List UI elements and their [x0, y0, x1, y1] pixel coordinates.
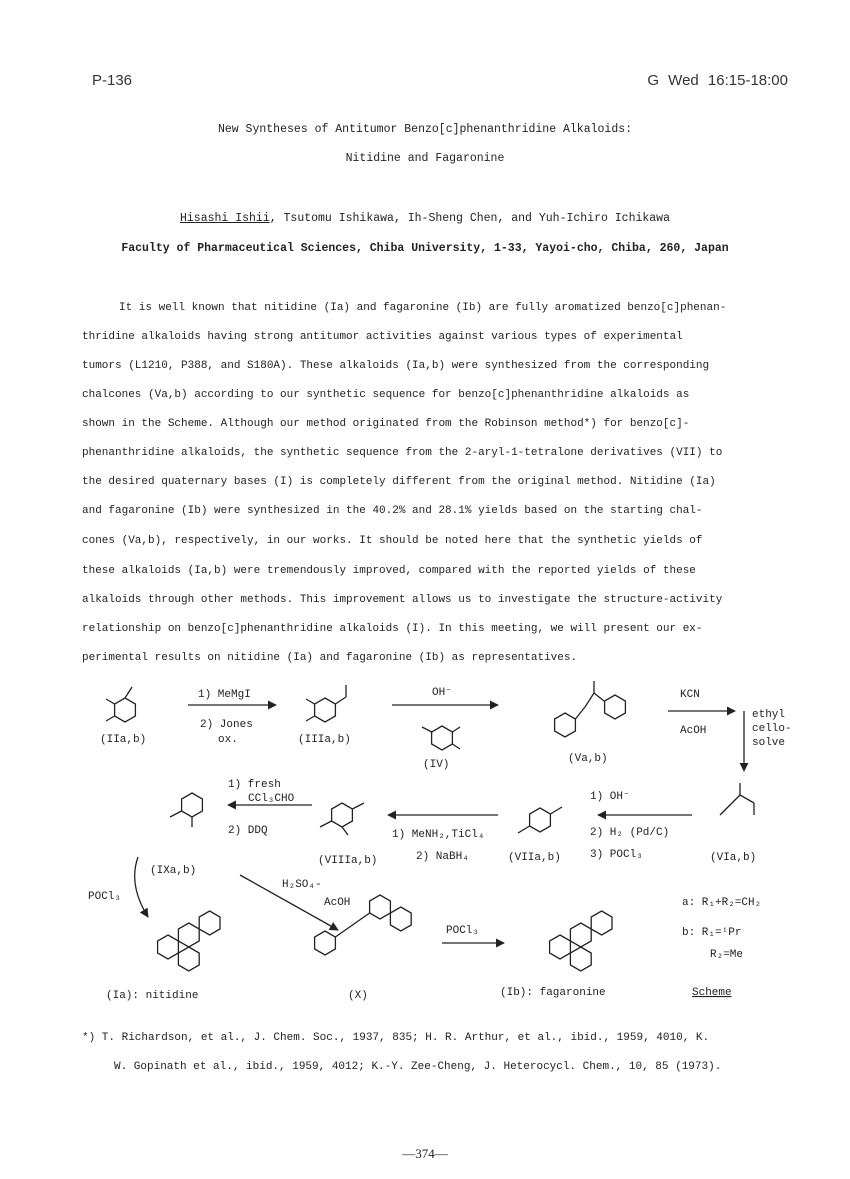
compound-IV-structure: [422, 726, 460, 750]
reagent-step-5c: 3) POCl₃: [590, 849, 643, 861]
reagent-step-9b: AcOH: [324, 897, 351, 909]
compound-Ib-structure: [550, 911, 612, 971]
reagent-step-1b: 2) Jones: [200, 719, 253, 731]
arrow-step-8: [135, 857, 148, 917]
body-line: these alkaloids (Ia,b) were tremendously improved, compared with the reported yields of these: [82, 565, 696, 577]
reagent-step-5a: 1) OH⁻: [590, 791, 630, 803]
compound-Vab-structure: [555, 681, 626, 737]
compound-Vab-label: (Va,b): [568, 753, 608, 765]
body-line: shown in the Scheme. Although our method originated from the Robinson method*) for benzo[c]-: [82, 418, 690, 430]
body-line: the desired quaternary bases (I) is completely different from the original method. Nitidine (Ia): [82, 476, 716, 488]
reagent-step-7a: 1) fresh: [228, 779, 281, 791]
reagent-step-9a: H₂SO₄-: [282, 879, 322, 891]
reagent-step-4b: cello-: [752, 723, 792, 735]
co-authors: , Tsutomu Ishikawa, Ih-Sheng Chen, and Yuh-Ichiro Ichikawa: [269, 212, 670, 225]
reagent-step-10: POCl₃: [446, 925, 480, 937]
reagent-step-7c: 2) DDQ: [228, 825, 268, 837]
reagent-step-6a: 1) MeNH₂,TiCl₄: [392, 829, 485, 841]
abstract-code: P-136: [92, 72, 133, 89]
reagent-step-7b: CCl₃CHO: [248, 793, 295, 805]
compound-VIIab-structure: [518, 807, 562, 833]
page-number: —374—: [402, 1146, 448, 1161]
title-line-2: Nitidine and Fagaronine: [345, 152, 505, 165]
compound-Ib-label: (Ib): fagaronine: [500, 987, 606, 999]
substituent-legend-b2: R₂=Me: [710, 949, 744, 961]
compound-IIIab-label: (IIIa,b): [298, 734, 351, 746]
body-line: phenanthridine alkaloids, the synthetic sequence from the 2-aryl-1-tetralone derivatives (VII) to: [82, 447, 723, 459]
compound-VIIIab-label: (VIIIa,b): [318, 855, 378, 867]
compound-IXab-structure: [170, 793, 202, 827]
body-line: relationship on benzo[c]phenanthridine alkaloids (I). In this meeting, we will present our ex-: [82, 623, 703, 635]
compound-IIab-structure: [106, 687, 135, 722]
reagent-step-3b: AcOH: [680, 725, 707, 737]
session-time: G Wed 16:15-18:00: [647, 72, 788, 89]
reagent-step-6b: 2) NaBH₄: [416, 851, 469, 863]
author-list: [0, 212, 850, 225]
substituent-legend-a: a: R₁+R₂=CH₂: [682, 897, 762, 909]
presenting-author: Hisashi Ishii: [180, 212, 270, 225]
reagent-step-3a: KCN: [680, 689, 700, 701]
compound-Ia-structure: [158, 911, 220, 971]
body-line: perimental results on nitidine (Ia) and fagaronine (Ib) as representatives.: [82, 652, 578, 664]
footnote-line-1: *) T. Richardson, et al., J. Chem. Soc., 1937, 835; H. R. Arthur, et al., ibid., 1959, 4010, K.: [82, 1032, 710, 1044]
compound-IXab-label: (IXa,b): [150, 865, 197, 877]
body-line: alkaloids through other methods. This improvement allows us to investigate the structure-activity: [82, 594, 723, 606]
reagent-step-1a: 1) MeMgI: [198, 689, 251, 701]
compound-IIab-label: (IIa,b): [100, 734, 147, 746]
affiliation: Faculty of Pharmaceutical Sciences, Chiba University, 1-33, Yayoi-cho, Chiba, 260, Japan: [121, 242, 729, 255]
body-line: and fagaronine (Ib) were synthesized in the 40.2% and 28.1% yields based on the starting chal-: [82, 505, 703, 517]
footnote-line-2: W. Gopinath et al., ibid., 1959, 4012; K.-Y. Zee-Cheng, J. Heterocycl. Chem., 10, 85 (1973).: [114, 1061, 722, 1073]
reagent-step-4c: solve: [752, 737, 786, 749]
compound-VIIab-label: (VIIa,b): [508, 852, 561, 864]
scheme-title: Scheme: [692, 987, 732, 999]
compound-VIab-structure: [720, 783, 754, 815]
compound-IIIab-structure: [306, 685, 346, 722]
body-line: chalcones (Va,b) according to our synthetic sequence for benzo[c]phenanthridine alkaloids as: [82, 389, 690, 401]
reagent-step-1c: ox.: [218, 734, 238, 746]
body-line: thridine alkaloids having strong antitumor activities against various types of experimental: [82, 331, 683, 343]
body-line: It is well known that nitidine (Ia) and fagaronine (Ib) are fully aromatized benzo[c]phenan-: [119, 302, 727, 314]
compound-VIIIab-structure: [320, 803, 364, 835]
title-line-1: New Syntheses of Antitumor Benzo[c]phenanthridine Alkaloids:: [217, 123, 633, 136]
reagent-step-4a: ethyl: [752, 709, 786, 721]
reagent-step-5b: 2) H₂ (Pd/C): [590, 827, 670, 839]
reagent-step-8: POCl₃: [88, 891, 122, 903]
reagent-step-2: OH⁻: [432, 687, 452, 699]
reaction-scheme: [80, 675, 800, 1005]
compound-VIab-label: (VIa,b): [710, 852, 757, 864]
body-line: tumors (L1210, P388, and S180A). These alkaloids (Ia,b) were synthesized from the corresponding: [82, 360, 710, 372]
compound-X-label: (X): [348, 990, 368, 1002]
compound-IV-label: (IV): [423, 759, 450, 771]
body-line: cones (Va,b), respectively, in our works. It should be noted here that the synthetic yields of: [82, 535, 703, 547]
compound-Ia-label: (Ia): nitidine: [106, 990, 199, 1002]
substituent-legend-b: b: R₁=ⁱPr: [682, 927, 742, 939]
